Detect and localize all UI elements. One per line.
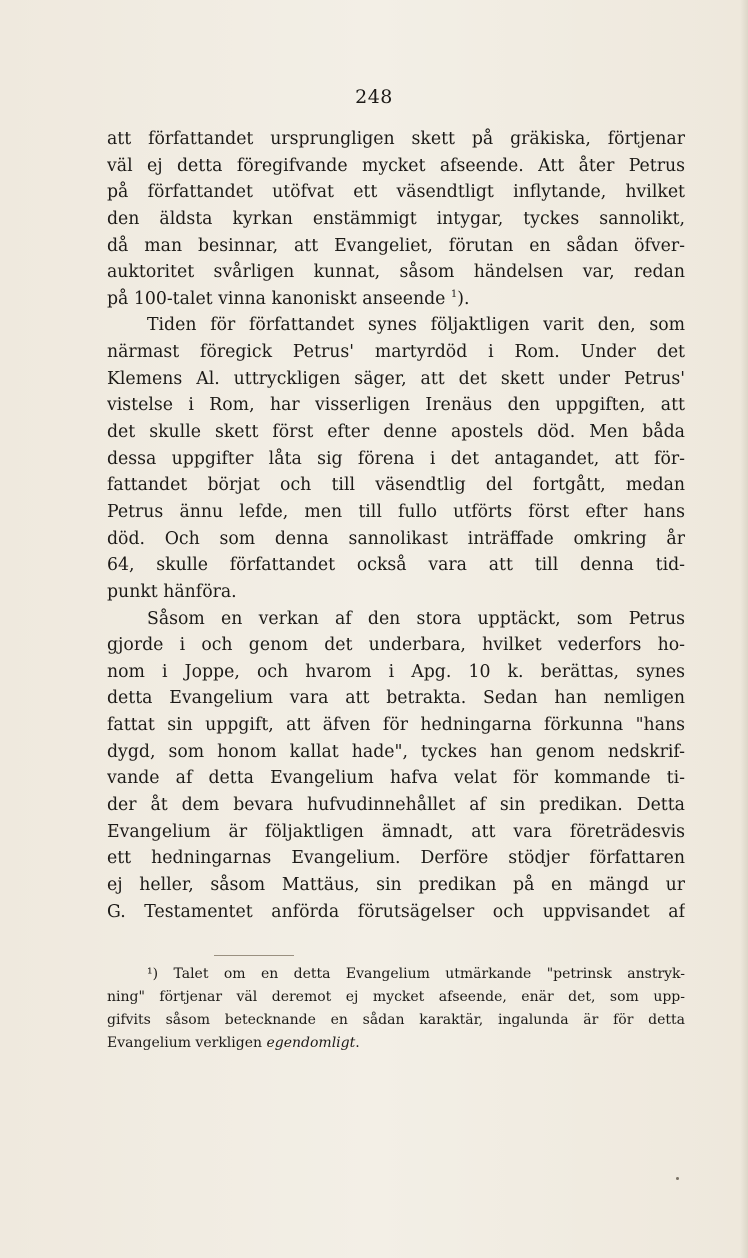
footnote-line — [107, 1032, 685, 1055]
page-edge-shadow — [740, 0, 748, 1258]
footnote-divider — [214, 955, 294, 956]
text-segment: Talet om en detta Evangelium utmärkande "petrinsk anstryk- — [173, 966, 685, 982]
text-line: Klemens Al. uttryckligen säger, att det skett under Petrus' — [107, 368, 685, 389]
footnote-reference: 1 — [450, 289, 458, 301]
text-line: nom i Joppe, och hvarom i Apg. 10 k. berättas, synes — [107, 661, 685, 682]
text-line: Petrus ännu lefde, men till fullo utförts först efter hans — [107, 501, 685, 522]
text-line: gjorde i och genom det underbara, hvilket vederfors ho- — [107, 635, 685, 656]
text-line: att författandet ursprungligen skett på gräkiska, förtjenar — [107, 129, 685, 149]
text-line: på författandet utöfvat ett väsendtligt inflytande, hvilket — [107, 182, 685, 203]
footnote — [107, 963, 685, 1055]
text-line: den äldsta kyrkan enstämmigt intygar, tyckes sannolikt, — [107, 208, 685, 229]
page-number: 248 — [355, 86, 393, 108]
text-line: Evangelium är följaktligen ämnadt, att vara företrädesvis — [107, 821, 685, 842]
text-line: död. Och som denna sannolikast inträffade omkring år — [107, 528, 685, 549]
text-line: Tiden för författandet synes följaktligen varit den, som — [147, 315, 685, 336]
text-line: Såsom en verkan af den stora upptäckt, som Petrus — [147, 608, 685, 629]
footnote-line: gifvits såsom betecknande en sådan karaktär, ingalunda är för detta — [107, 1012, 685, 1028]
text-segment: ). — [457, 288, 470, 309]
text-line: fattat sin uppgift, att äfven för hedningarna förkunna "hans — [107, 715, 685, 736]
text-line: dessa uppgifter låta sig förena i det antagandet, att för- — [107, 448, 685, 469]
text-line: närmast föregick Petrus' martyrdöd i Rom. Under det — [107, 342, 685, 363]
text-segment: . — [355, 1035, 360, 1051]
main-text — [107, 126, 685, 925]
text-line: detta Evangelium vara att betrakta. Sedan han nemligen — [107, 688, 685, 709]
text-line: punkt hänföra. — [107, 581, 237, 602]
text-line: fattandet börjat och till väsendtlig del fortgått, medan — [107, 475, 685, 496]
text-line: det skulle skett först efter denne apostels död. Men båda — [107, 422, 685, 443]
emphasis-text: egendomligt — [266, 1035, 356, 1051]
text-segment: på 100-talet vinna kanoniskt anseende — [107, 288, 446, 309]
text-line: ett hedningarnas Evangelium. Derföre stödjer författaren — [107, 848, 685, 869]
footnote-line — [107, 963, 685, 986]
text-line: G. Testamentet anförda förutsägelser och uppvisandet af — [107, 901, 685, 922]
text-line: ej heller, såsom Mattäus, sin predikan på en mängd ur — [107, 874, 685, 895]
text-line: dygd, som honom kallat hade", tyckes han genom nedskrif- — [107, 741, 685, 762]
footnote-marker: ¹) — [147, 966, 159, 982]
text-line: der åt dem bevara hufvudinnehållet af sin predikan. Detta — [107, 795, 685, 816]
paper-speck — [676, 1177, 679, 1180]
text-line: 64, skulle författandet också vara att till denna tid- — [107, 555, 685, 576]
text-line: auktoritet svårligen kunnat, såsom händelsen var, redan — [107, 262, 685, 283]
text-line: då man besinnar, att Evangeliet, förutan en sådan öfver- — [107, 235, 685, 256]
text-segment: Evangelium verkligen — [107, 1035, 263, 1051]
text-line: vande af detta Evangelium hafva velat för kommande ti- — [107, 768, 685, 789]
text-line — [107, 286, 685, 313]
footnote-line: ning" förtjenar väl deremot ej mycket afseende, enär det, som upp- — [107, 989, 685, 1005]
text-line: väl ej detta föregifvande mycket afseende. Att åter Petrus — [107, 155, 685, 176]
text-line: vistelse i Rom, har visserligen Irenäus den uppgiften, att — [107, 395, 685, 416]
